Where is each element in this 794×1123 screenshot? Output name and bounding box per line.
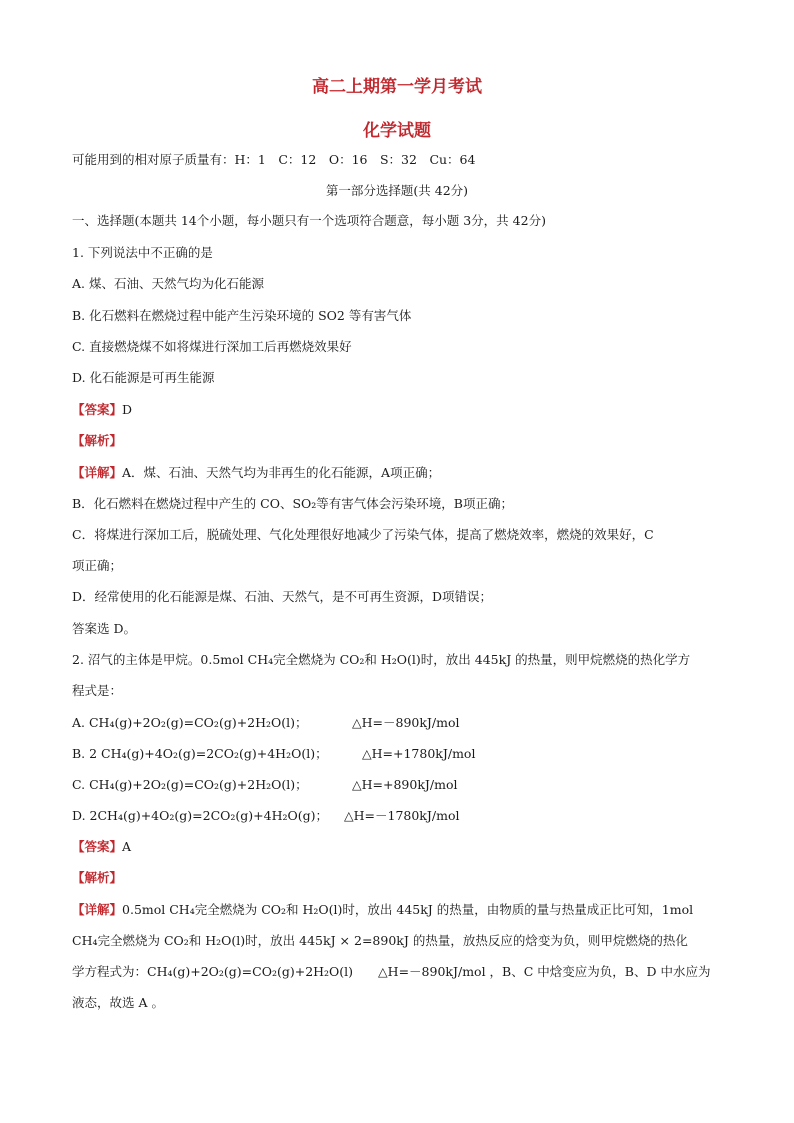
analysis-tag: 【解析】	[72, 433, 123, 448]
atomic-masses: 可能用到的相对原子质量有：H：1 C：12 O：16 S：32 Cu：64	[72, 152, 476, 167]
q1-answer	[72, 402, 132, 418]
q1-detail-line: 项正确；	[72, 558, 123, 573]
part-title: 第一部分选择题(共 42分)	[325, 183, 469, 198]
q1-detail-line: 答案选 D。	[72, 621, 136, 636]
section-intro: 一、选择题(本题共 14个小题，每小题只有一个选项符合题意，每小题 3分，共 42分)	[72, 213, 546, 228]
q2-option-d: D. 2CH₄(g)+4O₂(g)=2CO₂(g)+4H₂O(g)； △H=－1780kJ/mol	[72, 808, 460, 823]
q1-detail-line: D．经常使用的化石能源是煤、石油、天然气，是不可再生资源，D项错误；	[72, 589, 493, 604]
q2-option-b: B. 2 CH₄(g)+4O₂(g)=2CO₂(g)+4H₂O(l)； △H=+1780kJ/mol	[72, 746, 476, 761]
q1-detail-line: C．将煤进行深加工后，脱硫处理、气化处理很好地减少了污染气体，提高了燃烧效率，燃烧的效果好，C	[72, 527, 654, 542]
exam-subtitle: 化学试题	[363, 121, 431, 141]
answer-tag: 【答案】	[72, 839, 123, 854]
q2-detail-line: 学方程式为：CH₄(g)+2O₂(g)=CO₂(g)+2H₂O(l) △H=－890kJ/mol ，B、C 中焓变应为负，B、D 中水应为	[72, 964, 711, 979]
q1-answer-value: D	[122, 402, 133, 417]
exam-title: 高二上期第一学月考试	[312, 77, 482, 97]
q2-detail-line: CH₄完全燃烧为 CO₂和 H₂O(l)时，放出 445kJ × 2=890kJ 的热量，放热反应的焓变为负，则甲烷燃烧的热化	[72, 933, 688, 948]
detail-tag: 【详解】	[72, 465, 123, 480]
q2-detail-line: 液态，故选 A 。	[72, 995, 164, 1010]
q1-stem: 1. 下列说法中不正确的是	[72, 245, 213, 260]
q2-option-c: C. CH₄(g)+2O₂(g)=CO₂(g)+2H₂O(l)； △H=+890kJ/mol	[72, 777, 458, 792]
q2-analysis-heading	[72, 870, 122, 886]
q2-stem-line: 2. 沼气的主体是甲烷。0.5mol CH₄完全燃烧为 CO₂和 H₂O(l)时，放出 445kJ 的热量，则甲烷燃烧的热化学方	[72, 652, 691, 667]
q1-option-b: B. 化石燃料在燃烧过程中能产生污染环境的 SO2 等有害气体	[72, 308, 412, 323]
q1-option-d: D. 化石能源是可再生能源	[72, 370, 215, 385]
analysis-tag: 【解析】	[72, 870, 123, 885]
q2-option-a: A. CH₄(g)+2O₂(g)=CO₂(g)+2H₂O(l)； △H=－890kJ/mol	[72, 715, 460, 730]
q1-option-a: A. 煤、石油、天然气均为化石能源	[72, 276, 264, 291]
q2-detail-line: 【详解】0.5mol CH₄完全燃烧为 CO₂和 H₂O(l)时，放出 445kJ 的热量，由物质的量与热量成正比可知，1mol	[72, 902, 694, 917]
q1-detail-line: 【详解】A．煤、石油、天然气均为非再生的化石能源，A项正确；	[72, 465, 441, 480]
q1-option-c: C. 直接燃烧煤不如将煤进行深加工后再燃烧效果好	[72, 339, 352, 354]
q1-detail-line: B．化石燃料在燃烧过程中产生的 CO、SO₂等有害气体会污染环境，B项正确；	[72, 496, 513, 511]
q2-stem-line: 程式是：	[72, 683, 123, 698]
q2-answer-value: A	[122, 839, 132, 854]
answer-tag: 【答案】	[72, 402, 123, 417]
q1-analysis-heading	[72, 433, 122, 449]
q2-answer	[72, 839, 131, 855]
detail-tag: 【详解】	[72, 902, 123, 917]
